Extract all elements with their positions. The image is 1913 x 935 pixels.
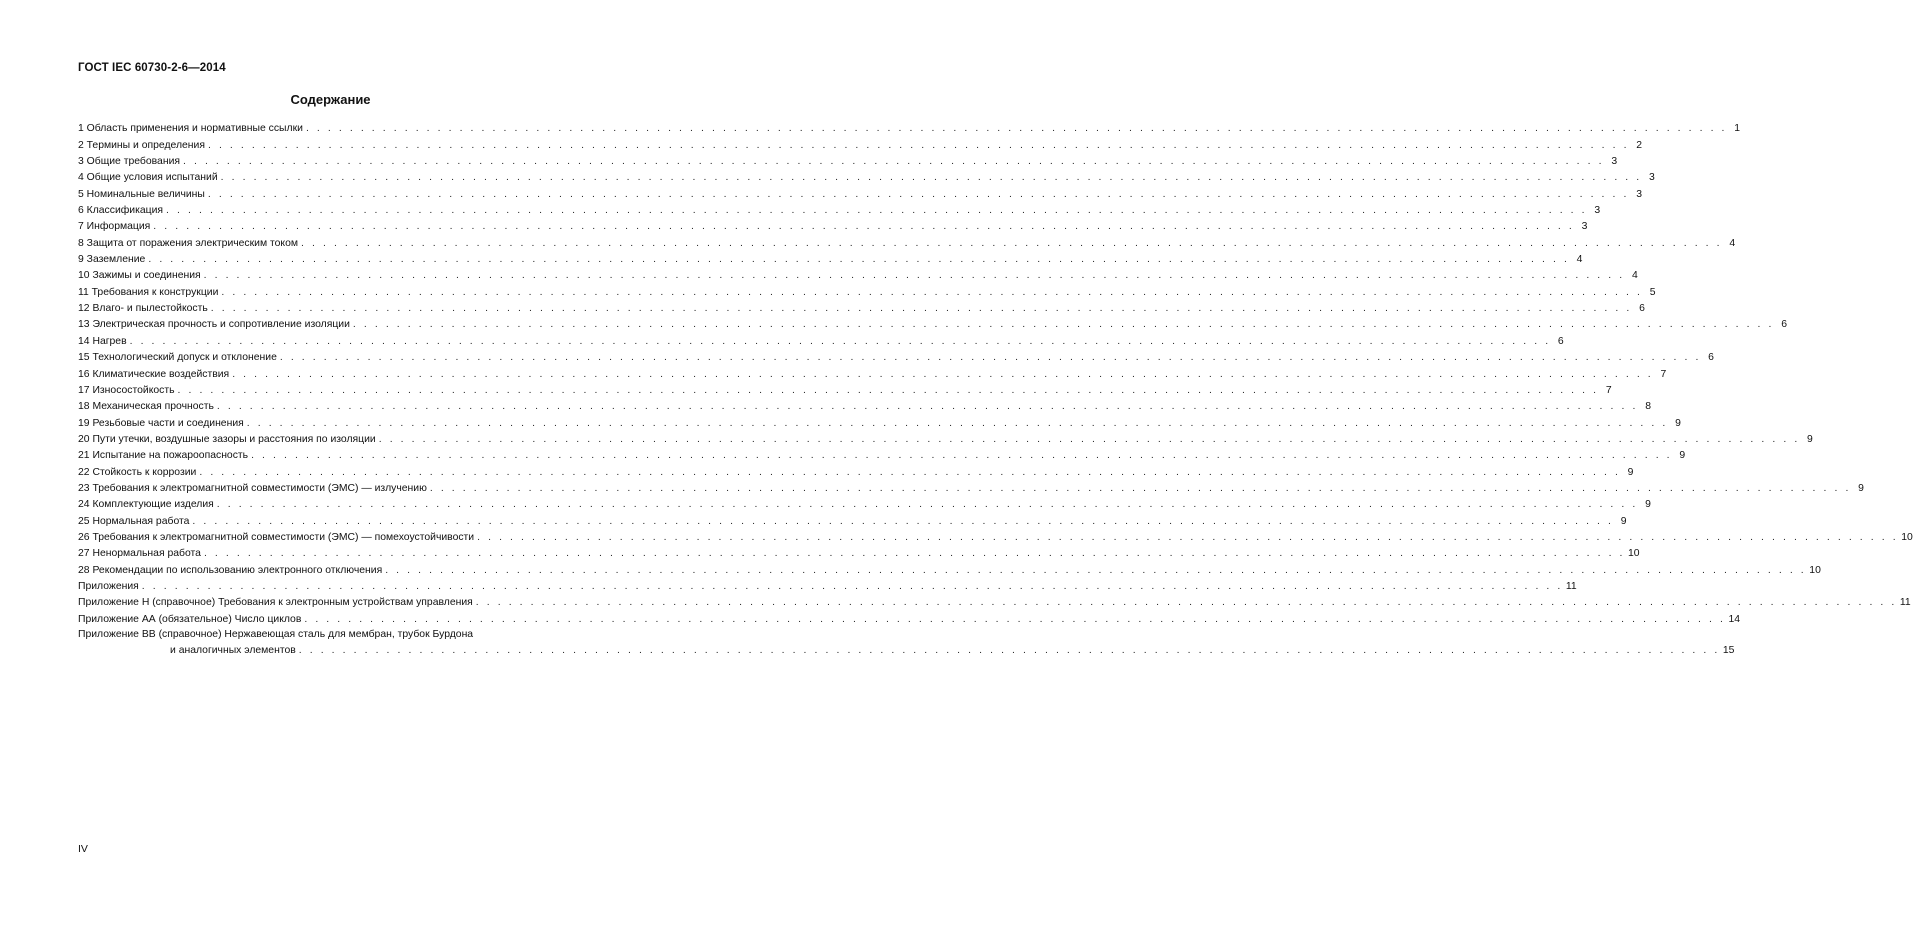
toc-entry-page: 4: [1631, 270, 1638, 282]
toc-entry-page: 5: [1649, 286, 1656, 298]
toc-entry-label: 9 Заземление: [78, 254, 146, 266]
toc-entry-label: 18 Механическая прочность: [78, 401, 214, 413]
toc-entry-label: 5 Номинальные величины: [78, 188, 205, 200]
toc-entry-label: 8 Защита от поражения электрическим током: [78, 237, 299, 249]
toc-leader-dots: [142, 580, 1563, 593]
toc-leader-dots: [183, 155, 1604, 168]
toc-entry[interactable]: [78, 593, 1911, 609]
toc-leader-dots: [208, 139, 1629, 152]
toc-entry-label: Приложения: [78, 580, 139, 592]
toc-entry-label: Приложение АА (обязательное) Число циклов: [78, 613, 302, 625]
toc-entry-label: 10 Зажимы и соединения: [78, 270, 201, 282]
toc-entry[interactable]: [78, 364, 1667, 380]
toc-entry-page: 11: [1565, 580, 1577, 592]
toc-entry-label: 17 Износостойкость: [78, 384, 175, 396]
toc-entry-page: 9: [1620, 515, 1627, 527]
toc-leader-dots: [204, 547, 1625, 560]
toc-entry-page: 9: [1675, 417, 1681, 429]
toc-leader-dots: [301, 237, 1722, 250]
toc-entry-label: 12 Влаго- и пылестойкость: [78, 303, 208, 315]
toc-entry-label: Приложение Н (справочное) Требования к электронным устройствам управления: [78, 597, 473, 609]
toc-leader-dots: [192, 515, 1613, 528]
toc-entry-page: 9: [1679, 450, 1686, 462]
toc-entry-label: 20 Пути утечки, воздушные зазоры и расстояния по изоляции: [78, 433, 376, 445]
toc-entry-page: 9: [1858, 482, 1864, 494]
toc-title: Содержание: [290, 92, 371, 107]
toc-entry-label-continued: и аналогичных элементов: [170, 645, 296, 656]
toc-entry-page: 6: [1639, 303, 1645, 315]
toc-entry-page: 7: [1660, 368, 1667, 380]
toc-entry[interactable]: [78, 217, 1588, 233]
toc-entry-label: 26 Требования к электромагнитной совместимости (ЭМС) — помехоустойчивости: [78, 531, 475, 543]
toc-entry-label: 15 Технологический допуск и отклонение: [78, 352, 277, 364]
toc-entry-page: 10: [1809, 564, 1821, 576]
toc-leader-dots: [306, 122, 1727, 135]
toc-entry-page: 4: [1729, 237, 1736, 249]
toc-entry[interactable]: [78, 119, 1741, 135]
toc-entry-page: 9: [1807, 433, 1813, 445]
toc-entry[interactable]: [78, 233, 1736, 249]
toc-leader-dots: [476, 596, 1897, 609]
toc-entry-page: 6: [1781, 319, 1787, 331]
toc-entry[interactable]: [78, 413, 1681, 429]
toc-entry-label: 27 Ненормальная работа: [78, 548, 201, 560]
toc-entry-label: 2 Термины и определения: [78, 139, 205, 151]
toc-entry[interactable]: [78, 135, 1643, 151]
toc-entry-label: 3 Общие требования: [78, 156, 180, 168]
toc-entry-page: 4: [1576, 254, 1583, 266]
toc-leader-dots: [153, 220, 1574, 233]
toc-leader-dots: [130, 335, 1551, 348]
toc-entry[interactable]: [78, 331, 1564, 347]
toc-entry-label: Приложение ВВ (справочное) Нержавеющая сталь для мембран, трубок Бурдона: [78, 628, 474, 640]
toc-leader-dots: [204, 269, 1625, 282]
toc-entry-page: 1: [1734, 123, 1741, 135]
toc-entry-label: 28 Рекомендации по использованию электронного отключения: [78, 564, 383, 576]
toc-leader-dots: [232, 368, 1653, 381]
toc-entry-label: 11 Требования к конструкции: [78, 286, 219, 298]
toc-entry[interactable]: [78, 446, 1686, 462]
toc-entry-multiline-first[interactable]: [78, 626, 614, 641]
toc-entry-label: 25 Нормальная работа: [78, 515, 190, 527]
toc-entry-label: 16 Климатические воздействия: [78, 368, 230, 380]
toc-leader-dots: [208, 188, 1629, 201]
toc-leader-dots: [379, 433, 1800, 446]
toc-entry-page: 7: [1605, 384, 1612, 396]
toc-leader-dots: [247, 417, 1668, 430]
toc-entry-page: 9: [1645, 499, 1651, 511]
toc-entry-label: 21 Испытание на пожароопасность: [78, 450, 249, 462]
toc-entry[interactable]: [78, 397, 1651, 413]
toc-entry-label: 1 Область применения и нормативные ссылки: [78, 123, 303, 135]
toc-entry-label: 13 Электрическая прочность и сопротивление изоляции: [78, 319, 350, 331]
toc-entry[interactable]: [78, 348, 1714, 364]
toc-leader-dots: [304, 613, 1725, 626]
toc-entry-label: 6 Классификация: [78, 205, 164, 217]
toc-entry-page: 3: [1594, 205, 1601, 217]
toc-leader-dots: [430, 482, 1851, 495]
document-header: ГОСТ IEC 60730-2-6—2014: [78, 62, 226, 74]
toc-leader-dots: [299, 644, 1720, 657]
toc-leader-dots: [385, 564, 1806, 577]
page-number: IV: [78, 843, 88, 855]
toc-entry[interactable]: [78, 168, 1655, 184]
toc-leader-dots: [221, 171, 1642, 184]
toc-entry-page: 9: [1627, 466, 1634, 478]
toc-leader-dots: [217, 498, 1638, 511]
toc-leader-dots: [353, 318, 1774, 331]
toc-entry-label: 7 Информация: [78, 221, 151, 233]
toc-entry-label: 19 Резьбовые части и соединения: [78, 417, 244, 429]
toc-entry[interactable]: [78, 299, 1645, 315]
toc-entry-page: 10: [1628, 548, 1640, 560]
toc-leader-dots: [199, 466, 1620, 479]
toc-entry-page: 11: [1899, 597, 1911, 609]
toc-entry-page: 10: [1901, 531, 1913, 543]
toc-entry-multiline-second[interactable]: [78, 641, 1735, 657]
toc-entry-label: 23 Требования к электромагнитной совместимости (ЭМС) — излучению: [78, 482, 427, 494]
toc-entry-page: 15: [1722, 645, 1735, 656]
toc-leader-dots: [251, 449, 1672, 462]
toc-entry[interactable]: [78, 544, 1640, 560]
toc-entry-page: 8: [1645, 401, 1651, 413]
toc-entry[interactable]: [78, 609, 1740, 625]
toc-leader-dots: [217, 400, 1638, 413]
toc-entry-page: 3: [1648, 172, 1655, 184]
toc-entry[interactable]: [78, 152, 1618, 168]
toc-leader-dots: [178, 384, 1599, 397]
toc-leader-dots: [211, 302, 1632, 315]
toc-entry[interactable]: [78, 511, 1627, 527]
toc-entry-page: 2: [1636, 139, 1643, 151]
toc-entry-page: 6: [1557, 335, 1564, 347]
toc-entry-label: 4 Общие условия испытаний: [78, 172, 218, 184]
toc-entry[interactable]: [78, 479, 1864, 495]
toc-entry-page: 6: [1708, 352, 1714, 364]
toc-leader-dots: [148, 253, 1569, 266]
toc-leader-dots: [477, 531, 1898, 544]
toc-entry-label: 22 Стойкость к коррозии: [78, 466, 197, 478]
toc-leader-dots: [280, 351, 1701, 364]
toc-entry-page: 3: [1611, 156, 1618, 168]
toc-entry[interactable]: [78, 266, 1638, 282]
table-of-contents: [78, 119, 1913, 657]
toc-entry[interactable]: [78, 282, 1656, 298]
toc-leader-dots: [221, 286, 1642, 299]
toc-entry-label: 24 Комплектующие изделия: [78, 499, 214, 511]
toc-entry[interactable]: [78, 201, 1601, 217]
toc-entry-page: 3: [1581, 221, 1588, 233]
toc-entry-label: 14 Нагрев: [78, 335, 127, 347]
toc-entry-page: 14: [1728, 613, 1740, 625]
toc-entry[interactable]: [78, 430, 1813, 446]
toc-entry[interactable]: [78, 462, 1634, 478]
toc-entry[interactable]: [78, 560, 1821, 576]
toc-entry[interactable]: [78, 528, 1913, 544]
toc-entry[interactable]: [78, 184, 1642, 200]
toc-entry[interactable]: [78, 381, 1612, 397]
toc-entry[interactable]: [78, 495, 1651, 511]
toc-entry-page: 3: [1636, 188, 1642, 200]
toc-entry[interactable]: [78, 250, 1583, 266]
toc-entry[interactable]: [78, 315, 1787, 331]
toc-leader-dots: [166, 204, 1587, 217]
toc-entry[interactable]: [78, 577, 1577, 593]
